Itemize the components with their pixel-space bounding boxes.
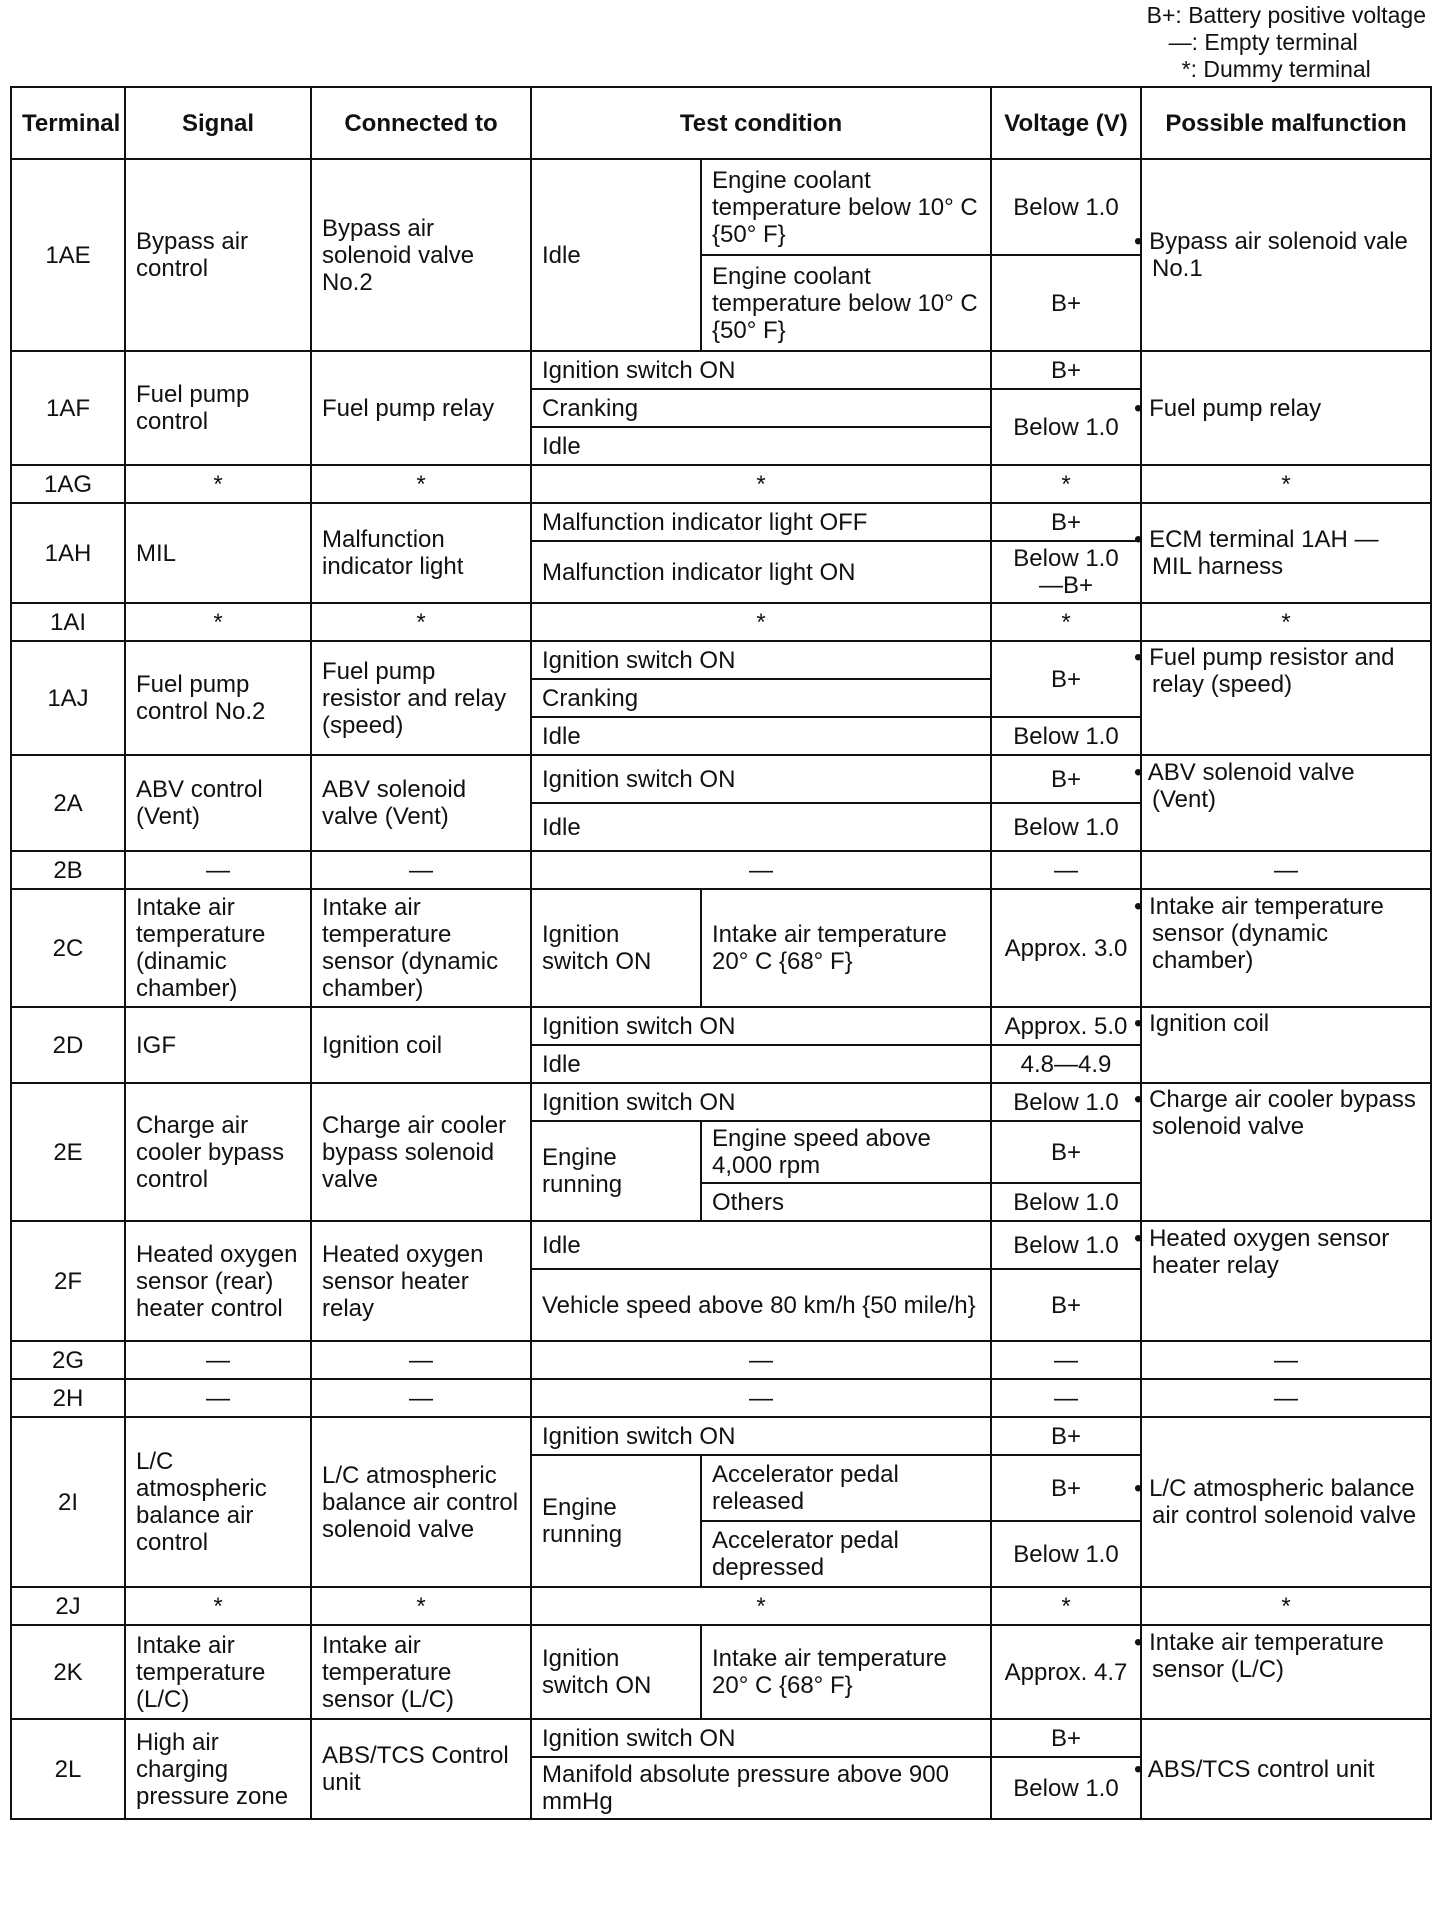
connected-cell: Intake air temperature sensor (L/C): [311, 1625, 531, 1719]
signal-cell: Fuel pump control: [125, 351, 311, 465]
condition-cell: Manifold absolute pressure above 900 mmHg: [531, 1757, 991, 1819]
condition-cell: *: [531, 1587, 991, 1625]
terminal-cell: 1AE: [11, 159, 125, 351]
terminal-cell: 1AF: [11, 351, 125, 465]
terminal-cell: 1AH: [11, 503, 125, 603]
voltage-cell: —: [991, 851, 1141, 889]
voltage-cell: —: [991, 1379, 1141, 1417]
table-row: [11, 755, 1431, 803]
voltage-cell: B+: [991, 351, 1141, 389]
signal-cell: —: [125, 1379, 311, 1417]
signal-cell: —: [125, 851, 311, 889]
terminal-cell: 2F: [11, 1221, 125, 1341]
condition-cell: *: [531, 603, 991, 641]
voltage-cell: Below 1.0: [991, 1183, 1141, 1221]
header-connected-to: Connected to: [311, 87, 531, 159]
connected-cell: Heated oxygen sensor heater relay: [311, 1221, 531, 1341]
malfunction-cell: *: [1141, 465, 1431, 503]
voltage-cell: B+: [991, 1417, 1141, 1455]
voltage-cell: Below 1.0—B+: [991, 541, 1141, 603]
condition-cell: Ignition switch ON: [531, 1625, 701, 1719]
malfunction-cell: • Ignition coil: [1141, 1007, 1431, 1083]
voltage-cell: —: [991, 1341, 1141, 1379]
table-row: [11, 641, 1431, 679]
header-malfunction: Possible malfunction: [1141, 87, 1431, 159]
header-row: [11, 87, 1431, 159]
terminal-cell: 2A: [11, 755, 125, 851]
signal-cell: IGF: [125, 1007, 311, 1083]
legend-empty: —: Empty terminal: [1168, 29, 1358, 55]
voltage-cell: Below 1.0: [991, 1221, 1141, 1269]
condition-cell: —: [531, 1341, 991, 1379]
condition-cell: Engine running: [531, 1121, 701, 1221]
terminal-spec-table: [10, 86, 1432, 1820]
condition-cell: Idle: [531, 159, 701, 351]
terminal-cell: 2K: [11, 1625, 125, 1719]
malfunction-cell: • ABV solenoid valve (Vent): [1141, 755, 1431, 851]
voltage-cell: Below 1.0: [991, 1521, 1141, 1587]
signal-cell: Charge air cooler bypass control: [125, 1083, 311, 1221]
terminal-cell: 2B: [11, 851, 125, 889]
table-row: [11, 503, 1431, 541]
condition-cell: Ignition switch ON: [531, 1417, 991, 1455]
terminal-cell: 2I: [11, 1417, 125, 1587]
table-row: [11, 1587, 1431, 1625]
voltage-cell: B+: [991, 1269, 1141, 1341]
table-row: [11, 465, 1431, 503]
legend-dummy: *: Dummy terminal: [1181, 56, 1371, 82]
condition-cell: Engine coolant temperature below 10° C {50° F}: [701, 159, 991, 255]
signal-cell: L/C atmospheric balance air control: [125, 1417, 311, 1587]
connected-cell: —: [311, 1379, 531, 1417]
condition-cell: Cranking: [531, 679, 991, 717]
table-row: [11, 159, 1431, 255]
voltage-cell: B+: [991, 1719, 1141, 1757]
signal-cell: High air charging pressure zone: [125, 1719, 311, 1819]
voltage-cell: B+: [991, 1455, 1141, 1521]
voltage-cell: B+: [991, 503, 1141, 541]
table-row: [11, 1417, 1431, 1455]
voltage-cell: B+: [991, 255, 1141, 351]
voltage-cell: Below 1.0: [991, 803, 1141, 851]
malfunction-cell: • Fuel pump resistor and relay (speed): [1141, 641, 1431, 755]
terminal-cell: 2H: [11, 1379, 125, 1417]
condition-cell: Idle: [531, 1045, 991, 1083]
malfunction-cell: • Intake air temperature sensor (L/C): [1141, 1625, 1431, 1719]
voltage-cell: *: [991, 1587, 1141, 1625]
malfunction-cell: • Fuel pump relay: [1141, 351, 1431, 465]
connected-cell: Bypass air solenoid valve No.2: [311, 159, 531, 351]
table-row: [11, 1221, 1431, 1269]
voltage-cell: 4.8—4.9: [991, 1045, 1141, 1083]
condition-cell: Ignition switch ON: [531, 1719, 991, 1757]
malfunction-cell: • Intake air temperature sensor (dynamic chamber): [1141, 889, 1431, 1007]
condition-cell: Idle: [531, 717, 991, 755]
voltage-cell: Below 1.0: [991, 717, 1141, 755]
voltage-cell: Approx. 4.7: [991, 1625, 1141, 1719]
condition-cell: Engine coolant temperature below 10° C {50° F}: [701, 255, 991, 351]
signal-cell: *: [125, 1587, 311, 1625]
connected-cell: ABV solenoid valve (Vent): [311, 755, 531, 851]
table-row: [11, 851, 1431, 889]
malfunction-cell: • ABS/TCS control unit: [1141, 1719, 1431, 1819]
header-voltage: Voltage (V): [991, 87, 1141, 159]
condition-cell: Accelerator pedal depressed: [701, 1521, 991, 1587]
signal-cell: —: [125, 1341, 311, 1379]
connected-cell: Intake air temperature sensor (dynamic chamber): [311, 889, 531, 1007]
malfunction-cell: *: [1141, 1587, 1431, 1625]
condition-cell: Malfunction indicator light ON: [531, 541, 991, 603]
terminal-cell: 1AJ: [11, 641, 125, 755]
legend: [1147, 2, 1426, 83]
connected-cell: Ignition coil: [311, 1007, 531, 1083]
connected-cell: Fuel pump resistor and relay (speed): [311, 641, 531, 755]
malfunction-cell: • L/C atmospheric balance air control solenoid valve: [1141, 1417, 1431, 1587]
condition-cell: Accelerator pedal released: [701, 1455, 991, 1521]
condition-cell: Engine speed above 4,000 rpm: [701, 1121, 991, 1183]
voltage-cell: Below 1.0: [991, 1757, 1141, 1819]
condition-cell: Cranking: [531, 389, 991, 427]
condition-cell: Intake air temperature 20° C {68° F}: [701, 1625, 991, 1719]
table-row: [11, 1083, 1431, 1121]
malfunction-cell: *: [1141, 603, 1431, 641]
condition-cell: Intake air temperature 20° C {68° F}: [701, 889, 991, 1007]
signal-cell: Fuel pump control No.2: [125, 641, 311, 755]
terminal-cell: 2G: [11, 1341, 125, 1379]
condition-cell: Engine running: [531, 1455, 701, 1587]
condition-cell: —: [531, 851, 991, 889]
terminal-cell: 2C: [11, 889, 125, 1007]
voltage-cell: Below 1.0: [991, 389, 1141, 465]
malfunction-cell: —: [1141, 851, 1431, 889]
malfunction-cell: • Heated oxygen sensor heater relay: [1141, 1221, 1431, 1341]
voltage-cell: Approx. 5.0: [991, 1007, 1141, 1045]
signal-cell: Intake air temperature (dinamic chamber): [125, 889, 311, 1007]
connected-cell: Charge air cooler bypass solenoid valve: [311, 1083, 531, 1221]
voltage-cell: B+: [991, 755, 1141, 803]
condition-cell: *: [531, 465, 991, 503]
voltage-cell: Below 1.0: [991, 159, 1141, 255]
connected-cell: Malfunction indicator light: [311, 503, 531, 603]
table-row: [11, 1007, 1431, 1045]
condition-cell: Malfunction indicator light OFF: [531, 503, 991, 541]
table-row: [11, 603, 1431, 641]
table-row: [11, 889, 1431, 1007]
condition-cell: Ignition switch ON: [531, 1007, 991, 1045]
signal-cell: *: [125, 465, 311, 503]
malfunction-cell: • Bypass air solenoid vale No.1: [1141, 159, 1431, 351]
terminal-cell: 2E: [11, 1083, 125, 1221]
malfunction-cell: —: [1141, 1379, 1431, 1417]
connected-cell: ABS/TCS Control unit: [311, 1719, 531, 1819]
voltage-cell: Below 1.0: [991, 1083, 1141, 1121]
table-row: [11, 1625, 1431, 1719]
condition-cell: Ignition switch ON: [531, 889, 701, 1007]
voltage-cell: Approx. 3.0: [991, 889, 1141, 1007]
terminal-cell: 2L: [11, 1719, 125, 1819]
header-terminal: Terminal: [11, 87, 125, 159]
table-row: [11, 1379, 1431, 1417]
terminal-cell: 1AI: [11, 603, 125, 641]
condition-cell: Idle: [531, 803, 991, 851]
condition-cell: Ignition switch ON: [531, 1083, 991, 1121]
connected-cell: *: [311, 603, 531, 641]
condition-cell: Idle: [531, 1221, 991, 1269]
table-row: [11, 1341, 1431, 1379]
connected-cell: —: [311, 851, 531, 889]
signal-cell: *: [125, 603, 311, 641]
terminal-cell: 1AG: [11, 465, 125, 503]
voltage-cell: B+: [991, 1121, 1141, 1183]
connected-cell: *: [311, 1587, 531, 1625]
condition-cell: Ignition switch ON: [531, 755, 991, 803]
legend-battery: B+: Battery positive voltage: [1146, 2, 1426, 28]
condition-cell: Vehicle speed above 80 km/h {50 mile/h}: [531, 1269, 991, 1341]
signal-cell: Bypass air control: [125, 159, 311, 351]
voltage-cell: B+: [991, 641, 1141, 717]
voltage-cell: *: [991, 603, 1141, 641]
connected-cell: *: [311, 465, 531, 503]
condition-cell: Ignition switch ON: [531, 641, 991, 679]
signal-cell: Intake air temperature (L/C): [125, 1625, 311, 1719]
connected-cell: —: [311, 1341, 531, 1379]
table-row: [11, 1719, 1431, 1757]
signal-cell: ABV control (Vent): [125, 755, 311, 851]
voltage-cell: *: [991, 465, 1141, 503]
table-row: [11, 351, 1431, 389]
condition-cell: Others: [701, 1183, 991, 1221]
malfunction-cell: • Charge air cooler bypass solenoid valve: [1141, 1083, 1431, 1221]
connected-cell: Fuel pump relay: [311, 351, 531, 465]
malfunction-cell: —: [1141, 1341, 1431, 1379]
signal-cell: Heated oxygen sensor (rear) heater control: [125, 1221, 311, 1341]
terminal-cell: 2J: [11, 1587, 125, 1625]
signal-cell: MIL: [125, 503, 311, 603]
connected-cell: L/C atmospheric balance air control solenoid valve: [311, 1417, 531, 1587]
terminal-cell: 2D: [11, 1007, 125, 1083]
header-test-condition: Test condition: [531, 87, 991, 159]
malfunction-cell: • ECM terminal 1AH — MIL harness: [1141, 503, 1431, 603]
header-signal: Signal: [125, 87, 311, 159]
condition-cell: Idle: [531, 427, 991, 465]
condition-cell: Ignition switch ON: [531, 351, 991, 389]
condition-cell: —: [531, 1379, 991, 1417]
